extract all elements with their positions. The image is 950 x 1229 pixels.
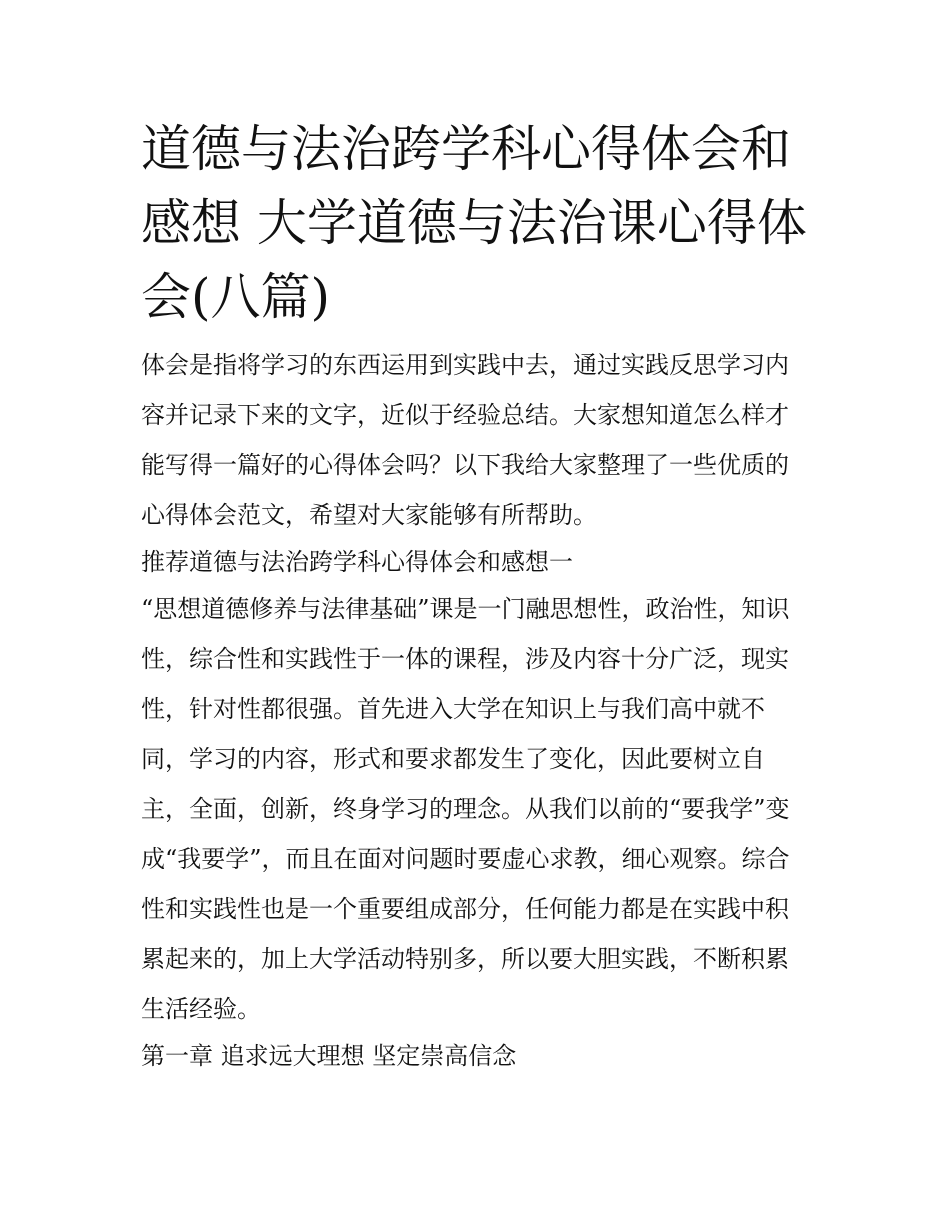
paragraph-line: 生活经验。	[141, 995, 261, 1023]
chapter-heading: 第一章 追求远大理想 坚定崇高信念	[141, 1042, 517, 1070]
paragraph-line: 能写得一篇好的心得体会吗？以下我给大家整理了一些优质的	[141, 451, 789, 479]
paragraph-line: 成“我要学”，而且在面对问题时要虚心求教，细心观察。综合	[141, 845, 790, 873]
paragraph-line: 心得体会范文，希望对大家能够有所帮助。	[141, 501, 597, 529]
section-heading: 推荐道德与法治跨学科心得体会和感想一	[141, 548, 573, 576]
body-paragraph	[141, 584, 813, 1034]
title-line: 感想 大学道德与法治课心得体	[141, 194, 807, 252]
paragraph-line: “思想道德修养与法律基础”课是一门融思想性，政治性，知识	[141, 595, 790, 623]
paragraph-line: 同，学习的内容，形式和要求都发生了变化，因此要树立自	[141, 745, 765, 773]
title-line: 会(八篇)	[141, 268, 331, 326]
paragraph-line: 性，针对性都很强。首先进入大学在知识上与我们高中就不	[141, 695, 765, 723]
paragraph-line: 累起来的，加上大学活动特别多，所以要大胆实践，不断积累	[141, 945, 789, 973]
paragraph-line: 容并记录下来的文字，近似于经验总结。大家想知道怎么样才	[141, 401, 789, 429]
document-content	[141, 112, 813, 1078]
paragraph-line: 性，综合性和实践性于一体的课程，涉及内容十分广泛，现实	[141, 645, 789, 673]
intro-paragraph	[141, 340, 813, 540]
title-line: 道德与法治跨学科心得体会和	[141, 120, 791, 178]
paragraph-line: 体会是指将学习的东西运用到实践中去，通过实践反思学习内	[141, 351, 789, 379]
paragraph-line: 性和实践性也是一个重要组成部分，任何能力都是在实践中积	[141, 895, 789, 923]
paragraph-line: 主，全面，创新，终身学习的理念。从我们以前的“要我学”变	[141, 795, 790, 823]
document-title	[141, 112, 813, 334]
